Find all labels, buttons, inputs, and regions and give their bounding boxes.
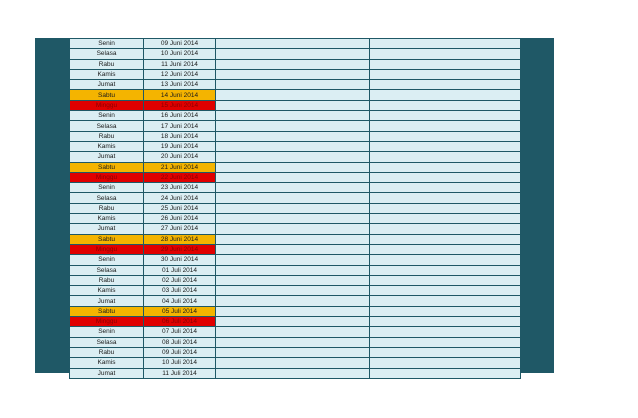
empty-cell[interactable]	[370, 224, 521, 234]
table-row	[70, 172, 521, 182]
empty-cell[interactable]	[370, 265, 521, 275]
table-row	[70, 244, 521, 254]
schedule-rows	[70, 39, 521, 379]
date-cell[interactable]: 10 Juni 2014	[144, 49, 216, 59]
date-cell[interactable]: 21 Juni 2014	[144, 162, 216, 172]
left-margin-band	[35, 38, 69, 373]
date-cell[interactable]: 09 Juli 2014	[144, 347, 216, 357]
day-cell[interactable]: Selasa	[70, 193, 144, 203]
empty-cell[interactable]	[216, 358, 370, 368]
day-cell[interactable]: Selasa	[70, 49, 144, 59]
date-cell[interactable]: 01 Juli 2014	[144, 265, 216, 275]
empty-cell[interactable]	[216, 100, 370, 110]
table-row	[70, 141, 521, 151]
empty-cell[interactable]	[216, 327, 370, 337]
day-cell[interactable]: Jumat	[70, 152, 144, 162]
table-row	[70, 265, 521, 275]
empty-cell[interactable]	[216, 234, 370, 244]
empty-cell[interactable]	[216, 141, 370, 151]
date-cell[interactable]: 11 Juni 2014	[144, 59, 216, 69]
day-cell[interactable]: Selasa	[70, 121, 144, 131]
date-cell[interactable]: 10 Juli 2014	[144, 358, 216, 368]
table-row	[70, 193, 521, 203]
table-row	[70, 100, 521, 110]
date-cell[interactable]: 15 Juni 2014	[144, 100, 216, 110]
table-row	[70, 90, 521, 100]
table-row	[70, 224, 521, 234]
date-cell[interactable]: 12 Juni 2014	[144, 69, 216, 79]
day-cell[interactable]: Jumat	[70, 224, 144, 234]
table-row	[70, 214, 521, 224]
table-row	[70, 327, 521, 337]
empty-cell[interactable]	[370, 337, 521, 347]
date-cell[interactable]: 23 Juni 2014	[144, 183, 216, 193]
table-row	[70, 49, 521, 59]
table-row	[70, 337, 521, 347]
table-row	[70, 203, 521, 213]
empty-cell[interactable]	[370, 141, 521, 151]
day-cell[interactable]: Minggu	[70, 100, 144, 110]
table-row	[70, 358, 521, 368]
date-cell[interactable]: 28 Juni 2014	[144, 234, 216, 244]
day-cell[interactable]: Sabtu	[70, 90, 144, 100]
day-cell[interactable]: Kamis	[70, 69, 144, 79]
empty-cell[interactable]	[216, 152, 370, 162]
date-cell[interactable]: 27 Juni 2014	[144, 224, 216, 234]
date-cell[interactable]: 03 Juli 2014	[144, 286, 216, 296]
day-cell[interactable]: Jumat	[70, 368, 144, 378]
empty-cell[interactable]	[216, 244, 370, 254]
empty-cell[interactable]	[370, 234, 521, 244]
table-row	[70, 152, 521, 162]
table-row	[70, 234, 521, 244]
date-cell[interactable]: 29 Juni 2014	[144, 244, 216, 254]
empty-cell[interactable]	[216, 337, 370, 347]
empty-cell[interactable]	[370, 317, 521, 327]
empty-cell[interactable]	[216, 131, 370, 141]
date-cell[interactable]: 25 Juni 2014	[144, 203, 216, 213]
day-cell[interactable]: Sabtu	[70, 306, 144, 316]
empty-cell[interactable]	[216, 224, 370, 234]
table-row	[70, 162, 521, 172]
empty-cell[interactable]	[370, 131, 521, 141]
table-row	[70, 317, 521, 327]
date-cell[interactable]: 16 Juni 2014	[144, 111, 216, 121]
date-cell[interactable]: 24 Juni 2014	[144, 193, 216, 203]
empty-cell[interactable]	[216, 69, 370, 79]
empty-cell[interactable]	[370, 111, 521, 121]
day-cell[interactable]: Minggu	[70, 317, 144, 327]
date-cell[interactable]: 05 Juli 2014	[144, 306, 216, 316]
empty-cell[interactable]	[216, 296, 370, 306]
day-cell[interactable]: Selasa	[70, 337, 144, 347]
empty-cell[interactable]	[370, 162, 521, 172]
empty-cell[interactable]	[370, 214, 521, 224]
table-row	[70, 255, 521, 265]
date-cell[interactable]: 20 Juni 2014	[144, 152, 216, 162]
empty-cell[interactable]	[370, 121, 521, 131]
day-cell[interactable]: Kamis	[70, 286, 144, 296]
table-row	[70, 111, 521, 121]
empty-cell[interactable]	[216, 275, 370, 285]
empty-cell[interactable]	[370, 255, 521, 265]
table-row	[70, 275, 521, 285]
empty-cell[interactable]	[370, 275, 521, 285]
day-cell[interactable]: Kamis	[70, 358, 144, 368]
empty-cell[interactable]	[216, 368, 370, 378]
empty-cell[interactable]	[370, 327, 521, 337]
empty-cell[interactable]	[370, 368, 521, 378]
date-cell[interactable]: 17 Juni 2014	[144, 121, 216, 131]
table-row	[70, 131, 521, 141]
schedule-sheet	[69, 38, 520, 379]
date-cell[interactable]: 22 Juni 2014	[144, 172, 216, 182]
empty-cell[interactable]	[370, 347, 521, 357]
empty-cell[interactable]	[370, 39, 521, 49]
empty-cell[interactable]	[216, 59, 370, 69]
table-row	[70, 368, 521, 378]
day-cell[interactable]: Minggu	[70, 244, 144, 254]
empty-cell[interactable]	[216, 162, 370, 172]
date-cell[interactable]: 19 Juni 2014	[144, 141, 216, 151]
date-cell[interactable]: 07 Juli 2014	[144, 327, 216, 337]
empty-cell[interactable]	[216, 317, 370, 327]
empty-cell[interactable]	[370, 59, 521, 69]
table-row	[70, 286, 521, 296]
empty-cell[interactable]	[370, 306, 521, 316]
empty-cell[interactable]	[216, 255, 370, 265]
empty-cell[interactable]	[370, 172, 521, 182]
empty-cell[interactable]	[370, 80, 521, 90]
date-cell[interactable]: 09 Juni 2014	[144, 39, 216, 49]
day-cell[interactable]: Rabu	[70, 203, 144, 213]
date-cell[interactable]: 26 Juni 2014	[144, 214, 216, 224]
empty-cell[interactable]	[370, 203, 521, 213]
empty-cell[interactable]	[216, 347, 370, 357]
day-cell[interactable]: Jumat	[70, 80, 144, 90]
empty-cell[interactable]	[216, 90, 370, 100]
date-cell[interactable]: 02 Juli 2014	[144, 275, 216, 285]
day-cell[interactable]: Sabtu	[70, 234, 144, 244]
table-row	[70, 80, 521, 90]
date-cell[interactable]: 08 Juli 2014	[144, 337, 216, 347]
empty-cell[interactable]	[216, 80, 370, 90]
empty-cell[interactable]	[216, 214, 370, 224]
empty-cell[interactable]	[370, 244, 521, 254]
table-row	[70, 121, 521, 131]
empty-cell[interactable]	[216, 265, 370, 275]
date-cell[interactable]: 30 Juni 2014	[144, 255, 216, 265]
empty-cell[interactable]	[216, 286, 370, 296]
table-row	[70, 296, 521, 306]
day-cell[interactable]: Selasa	[70, 265, 144, 275]
empty-cell[interactable]	[370, 49, 521, 59]
day-cell[interactable]: Kamis	[70, 141, 144, 151]
empty-cell[interactable]	[370, 193, 521, 203]
empty-cell[interactable]	[216, 183, 370, 193]
empty-cell[interactable]	[216, 193, 370, 203]
empty-cell[interactable]	[216, 203, 370, 213]
date-cell[interactable]: 14 Juni 2014	[144, 90, 216, 100]
table-row	[70, 69, 521, 79]
day-cell[interactable]: Minggu	[70, 172, 144, 182]
date-cell[interactable]: 06 Juli 2014	[144, 317, 216, 327]
day-cell[interactable]: Sabtu	[70, 162, 144, 172]
table-row	[70, 59, 521, 69]
table-row	[70, 183, 521, 193]
day-cell[interactable]: Senin	[70, 111, 144, 121]
empty-cell[interactable]	[370, 286, 521, 296]
empty-cell[interactable]	[370, 90, 521, 100]
empty-cell[interactable]	[216, 49, 370, 59]
day-cell[interactable]: Senin	[70, 255, 144, 265]
empty-cell[interactable]	[370, 152, 521, 162]
empty-cell[interactable]	[216, 39, 370, 49]
date-cell[interactable]: 18 Juni 2014	[144, 131, 216, 141]
table-row	[70, 347, 521, 357]
empty-cell[interactable]	[216, 306, 370, 316]
empty-cell[interactable]	[370, 100, 521, 110]
empty-cell[interactable]	[216, 172, 370, 182]
table-row	[70, 306, 521, 316]
empty-cell[interactable]	[370, 69, 521, 79]
day-cell[interactable]: Senin	[70, 183, 144, 193]
empty-cell[interactable]	[370, 358, 521, 368]
day-cell[interactable]: Rabu	[70, 275, 144, 285]
day-cell[interactable]: Rabu	[70, 131, 144, 141]
date-cell[interactable]: 11 Juli 2014	[144, 368, 216, 378]
day-cell[interactable]: Senin	[70, 327, 144, 337]
empty-cell[interactable]	[216, 121, 370, 131]
day-cell[interactable]: Rabu	[70, 347, 144, 357]
empty-cell[interactable]	[370, 183, 521, 193]
schedule-table	[69, 38, 521, 379]
day-cell[interactable]: Kamis	[70, 214, 144, 224]
table-row	[70, 39, 521, 49]
day-cell[interactable]: Senin	[70, 39, 144, 49]
day-cell[interactable]: Jumat	[70, 296, 144, 306]
right-margin-band	[520, 38, 554, 373]
date-cell[interactable]: 13 Juni 2014	[144, 80, 216, 90]
date-cell[interactable]: 04 Juli 2014	[144, 296, 216, 306]
empty-cell[interactable]	[370, 296, 521, 306]
empty-cell[interactable]	[216, 111, 370, 121]
day-cell[interactable]: Rabu	[70, 59, 144, 69]
